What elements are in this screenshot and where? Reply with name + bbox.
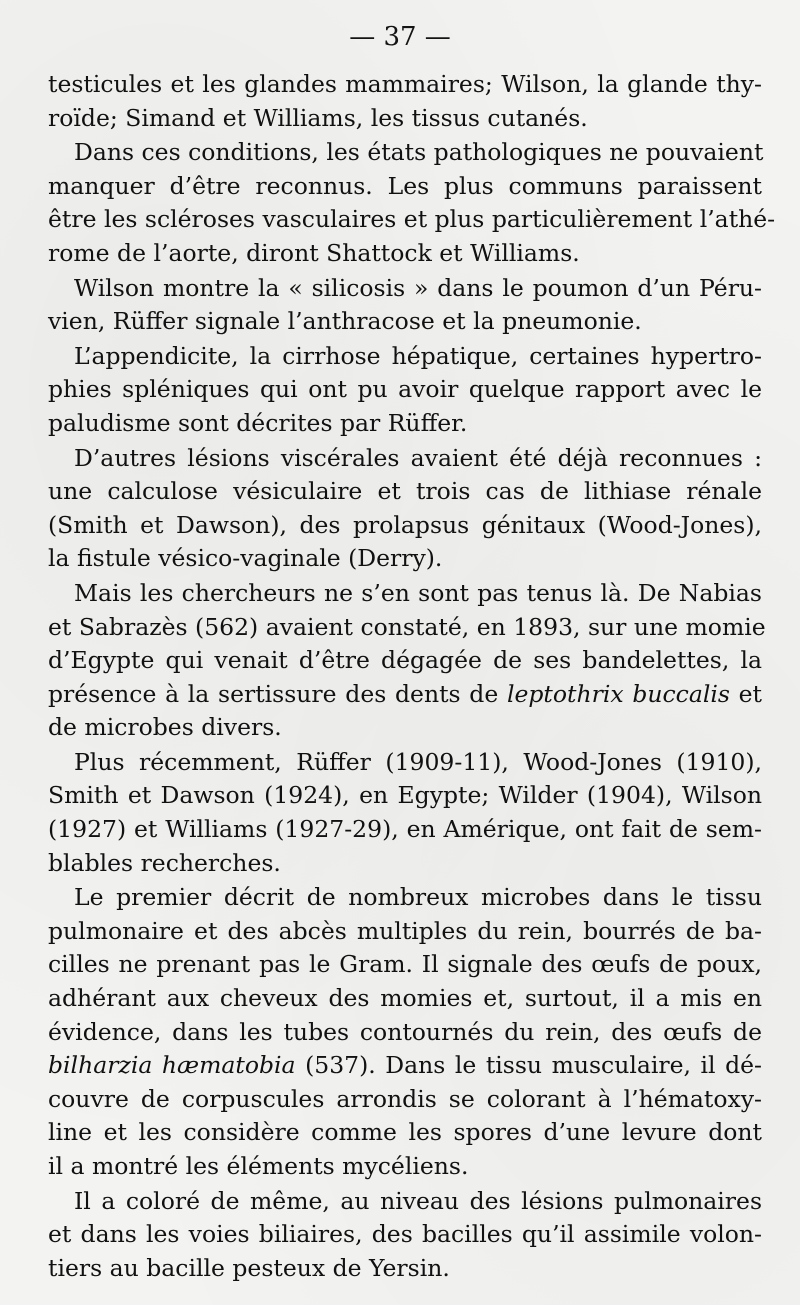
text-line: blables recherches. [48,848,281,877]
text-line: Plus récemment, Rüffer (1909-11), Wood-Jones (1910), [74,747,762,776]
text-line: adhérant aux cheveux des momies et, surtout, il a mis en [48,984,762,1013]
species-name: leptothrix buccalis [506,679,730,708]
text-line: pulmonaire et des abcès multiples du rein, bourrés de ba- [48,916,762,945]
text-line: D’autres lésions viscérales avaient été déjà reconnues : [74,443,762,472]
text-line [48,1049,762,1083]
text-line: et dans les voies biliaires, des bacilles qu’il assimile volon- [48,1220,762,1249]
text-line: évidence, dans les tubes contournés du rein, des œufs de [48,1017,762,1046]
text-line: L’appendicite, la cirrhose hépatique, certaines hypertro- [74,341,762,370]
text-line: testicules et les glandes mammaires; Wilson, la glande thy- [48,70,762,98]
text-line: (1927) et Williams (1927-29), en Amérique, ont fait de sem- [48,815,762,844]
text-line: et Sabrazès (562) avaient constaté, en 1893, sur une momie [48,612,766,641]
paragraph-7 [48,746,762,880]
text-line: phies spléniques qui ont pu avoir quelque rapport avec le [48,375,762,404]
text-line: (Smith et Dawson), des prolapsus génitaux (Wood-Jones), [48,510,762,539]
species-name: bilharzia hæmatobia [48,1051,296,1080]
text-line: de microbes divers. [48,713,282,742]
text-line: manquer d’être reconnus. Les plus communs paraissent [48,171,762,200]
paragraph-4 [48,340,762,441]
text-segment: et [729,679,762,708]
paragraph-9 [48,1185,762,1286]
text-line: être les scléroses vasculaires et plus particulièrement l’athé- [48,205,776,234]
paragraph-8 [48,881,762,1183]
text-line: couvre de corpuscules arrondis se colorant à l’hématoxy- [48,1084,762,1113]
paragraph-3 [48,272,762,339]
paragraph-2 [48,136,776,270]
paragraph-6 [48,577,766,745]
text-line: roïde; Simand et Williams, les tissus cutanés. [48,103,588,132]
text-line [48,678,762,712]
text-line: Smith et Dawson (1924), en Egypte; Wilder (1904), Wilson [48,781,762,810]
text-line: cilles ne prenant pas le Gram. Il signale des œufs de poux, [48,950,762,979]
text-line: d’Egypte qui venait d’être dégagée de ses bandelettes, la [48,646,762,675]
text-line: rome de l’aorte, diront Shattock et Williams. [48,238,580,267]
text-line: Il a coloré de même, au niveau des lésions pulmonaires [74,1186,762,1215]
text-line: Mais les chercheurs ne s’en sont pas tenus là. De Nabias [74,578,762,607]
text-line: une calculose vésiculaire et trois cas de lithiase rénale [48,477,762,506]
text-line: line et les considère comme les spores d’une levure dont [48,1118,762,1147]
text-line: Dans ces conditions, les états pathologiques ne pouvaient [74,138,764,167]
text-segment: présence à la sertissure des dents de [48,679,507,708]
page-number: — 37 — [349,22,451,52]
text-line: Le premier décrit de nombreux microbes dans le tissu [74,883,762,912]
paragraph-1 [48,68,762,135]
text-line: Wilson montre la « silicosis » dans le poumon d’un Péru- [74,273,762,302]
body-text [48,68,776,1285]
text-line: paludisme sont décrites par Rüffer. [48,408,468,437]
text-line: il a montré les éléments mycéliens. [48,1152,469,1180]
paragraph-5 [48,442,762,576]
text-line: la fistule vésico-vaginale (Derry). [48,544,443,573]
text-line: tiers au bacille pesteux de Yersin. [48,1253,450,1282]
text-line: vien, Rüffer signale l’anthracose et la pneumonie. [48,307,642,336]
text-segment: (537). Dans le tissu musculaire, il dé- [295,1051,762,1080]
